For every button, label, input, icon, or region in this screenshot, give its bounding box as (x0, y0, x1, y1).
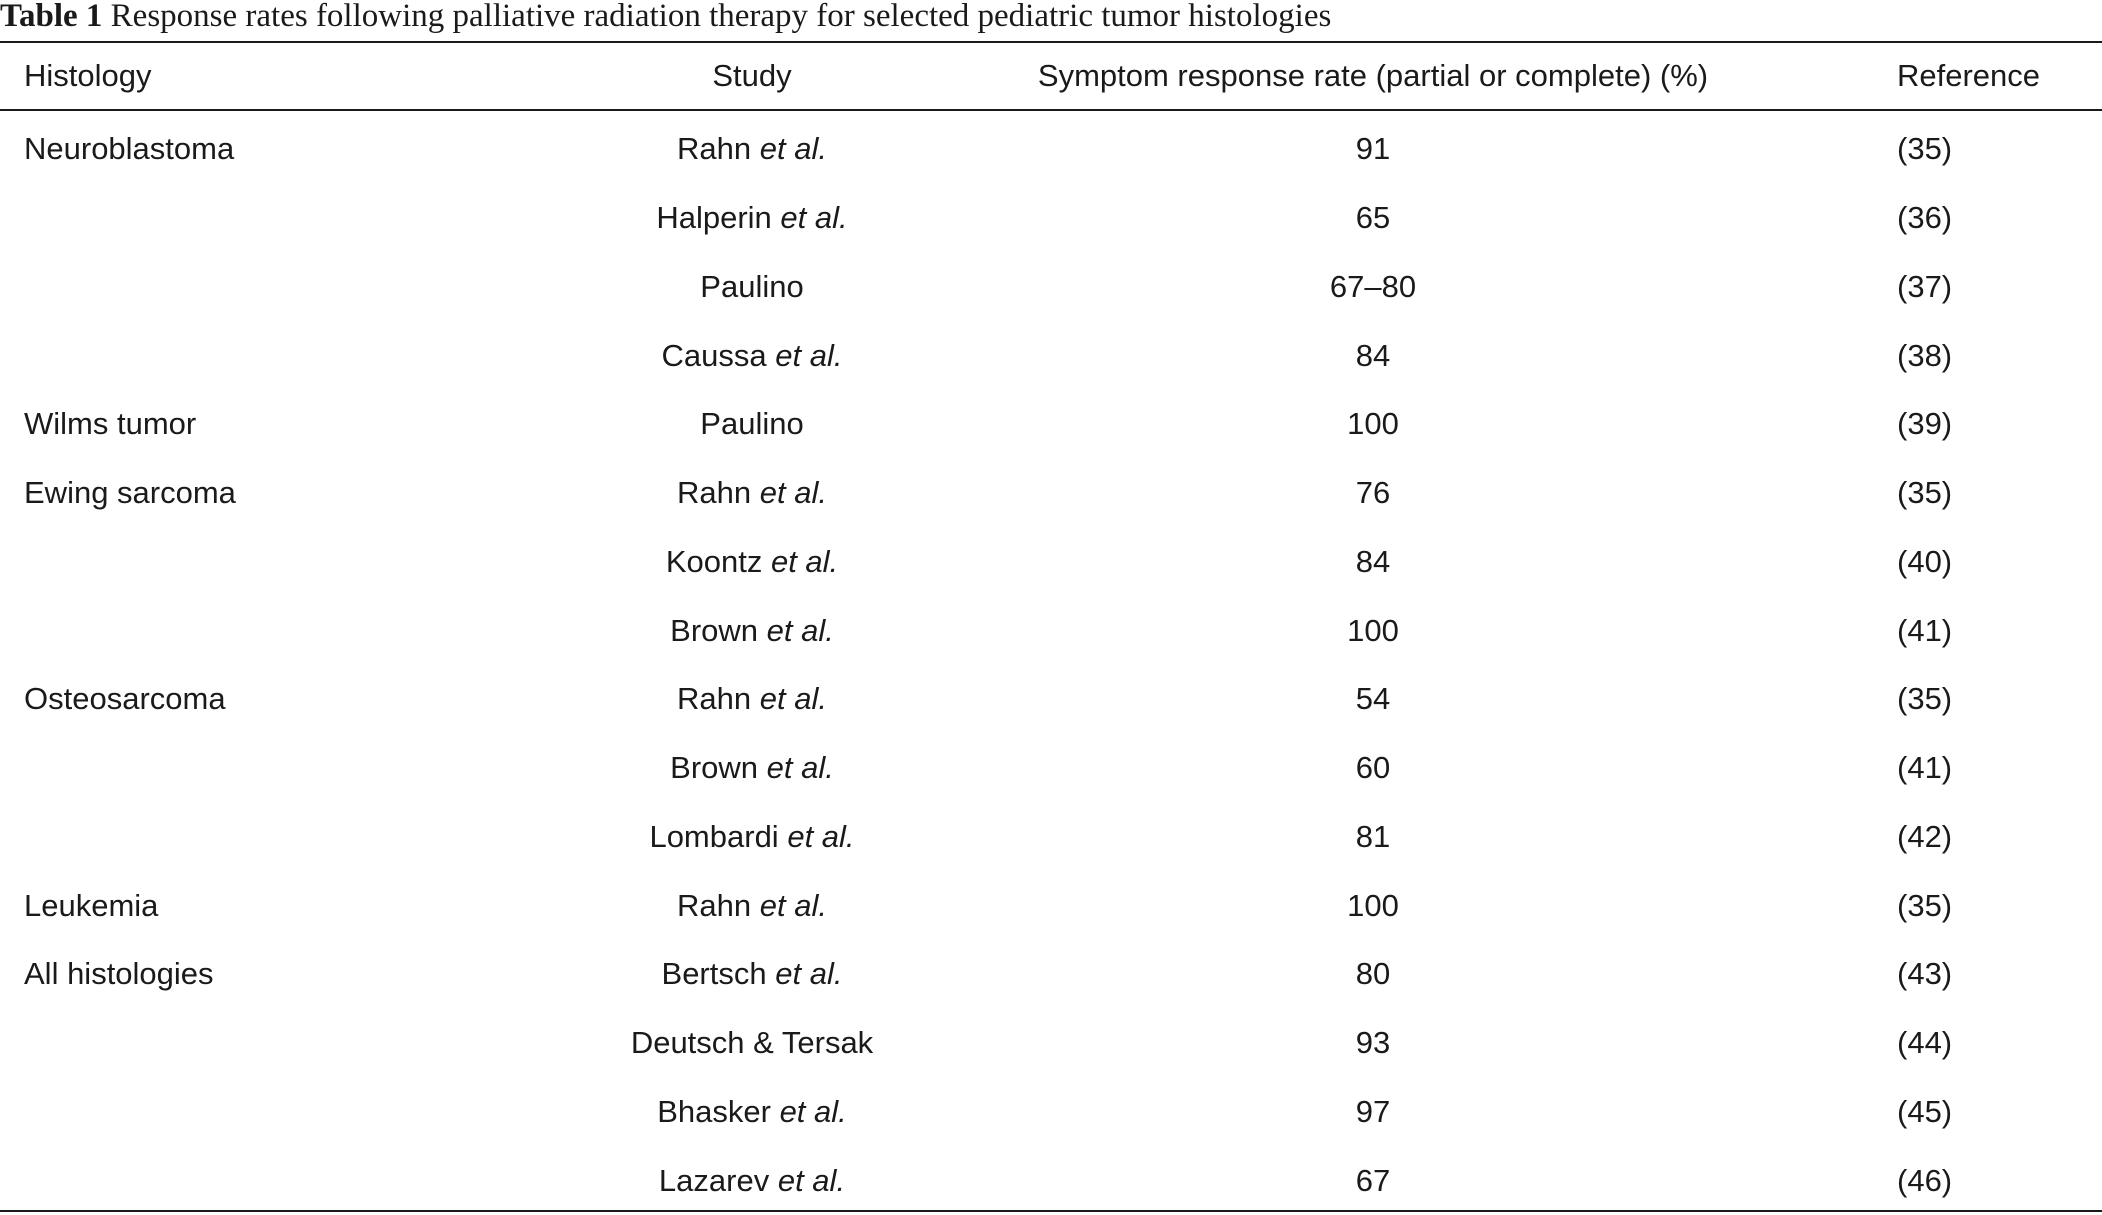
study-author: Rahn (677, 475, 752, 511)
cell-reference: (43) (1897, 956, 1953, 992)
study-et-al: et al. (787, 818, 855, 854)
cell-study (602, 528, 902, 597)
cell-histology (0, 253, 602, 322)
table-row (0, 1146, 2102, 1215)
study-et-al: et al. (766, 612, 834, 648)
cell-study (602, 596, 902, 665)
column-header-study: Study (712, 58, 792, 93)
table-row (0, 184, 2102, 253)
study-author: Caussa (661, 337, 767, 373)
study-author: Bhasker (657, 1093, 771, 1129)
cell-response-rate: 76 (1355, 475, 1391, 511)
cell-histology (0, 734, 602, 803)
cell-response-rate: 91 (1355, 131, 1391, 167)
cell-histology (0, 321, 602, 390)
table-body (0, 109, 2102, 1215)
table-row (0, 1078, 2102, 1147)
cell-response-rate: 100 (1347, 406, 1399, 442)
cell-histology (0, 1078, 602, 1147)
cell-study (602, 1078, 902, 1147)
table-row (0, 528, 2102, 597)
cell-histology (0, 528, 602, 597)
study-et-al: et al. (775, 956, 843, 992)
cell-histology (0, 803, 602, 872)
table-row (0, 665, 2102, 734)
cell-reference: (44) (1897, 1025, 1953, 1061)
table-row (0, 253, 2102, 322)
study-et-al: et al. (777, 1162, 846, 1198)
table-row (0, 940, 2102, 1009)
cell-reference: (37) (1897, 268, 1953, 304)
study-et-al: et al. (759, 131, 827, 167)
table-row (0, 321, 2102, 390)
cell-study (602, 940, 902, 1009)
cell-histology: Osteosarcoma (24, 681, 226, 717)
cell-response-rate: 84 (1355, 543, 1391, 579)
column-header-reference: Reference (1897, 58, 2041, 93)
study-author: Lombardi (649, 818, 779, 854)
cell-histology: Ewing sarcoma (24, 475, 236, 511)
table-header-row (0, 43, 2102, 109)
cell-reference: (35) (1897, 681, 1953, 717)
cell-study (602, 734, 902, 803)
cell-study (602, 459, 902, 528)
study-et-al: et al. (759, 887, 827, 923)
cell-response-rate: 54 (1355, 681, 1391, 717)
cell-reference: (38) (1897, 337, 1953, 373)
cell-study (602, 1146, 902, 1215)
table-caption (0, 0, 1331, 38)
cell-response-rate: 67 (1355, 1162, 1391, 1198)
cell-reference: (41) (1897, 612, 1953, 648)
study-author: Paulino (700, 406, 804, 442)
study-author: Rahn (677, 887, 752, 923)
study-author: Brown (670, 750, 759, 786)
table-row (0, 459, 2102, 528)
cell-response-rate: 84 (1355, 337, 1391, 373)
study-author: Rahn (677, 681, 752, 717)
cell-reference: (35) (1897, 887, 1953, 923)
cell-reference: (40) (1897, 543, 1953, 579)
cell-histology (0, 1009, 602, 1078)
cell-response-rate: 97 (1355, 1093, 1391, 1129)
cell-study (602, 253, 902, 322)
cell-response-rate: 100 (1347, 612, 1399, 648)
study-author: Halperin (656, 200, 772, 236)
table-row (0, 871, 2102, 940)
cell-histology (0, 596, 602, 665)
table-caption-text: Response rates following palliative radiation therapy for selected pediatric tumor histologies (110, 0, 1332, 34)
cell-histology: Wilms tumor (24, 406, 197, 442)
table-row (0, 1009, 2102, 1078)
table-row (0, 734, 2102, 803)
study-author: Lazarev (658, 1162, 770, 1198)
study-author: Bertsch (661, 956, 767, 992)
study-et-al: et al. (770, 543, 839, 579)
cell-histology (0, 184, 602, 253)
cell-study (602, 321, 902, 390)
response-rates-table (0, 43, 2102, 1215)
cell-reference: (35) (1897, 475, 1953, 511)
study-author: Brown (670, 612, 759, 648)
table-row (0, 109, 2102, 184)
table-caption-label: Table 1 (0, 0, 103, 34)
cell-study (602, 803, 902, 872)
cell-reference: (35) (1897, 131, 1953, 167)
table-row (0, 390, 2102, 459)
study-author: Rahn (677, 131, 752, 167)
cell-study (602, 184, 902, 253)
study-et-al: et al. (779, 1093, 847, 1129)
cell-histology: Leukemia (24, 887, 159, 923)
cell-response-rate: 67–80 (1329, 268, 1417, 304)
study-author: Deutsch & Tersak (630, 1025, 874, 1061)
cell-response-rate: 93 (1355, 1025, 1391, 1061)
study-et-al: et al. (759, 475, 827, 511)
study-et-al: et al. (775, 337, 843, 373)
study-author: Paulino (700, 268, 804, 304)
cell-reference: (39) (1897, 406, 1953, 442)
table-row (0, 803, 2102, 872)
cell-response-rate: 60 (1355, 750, 1391, 786)
cell-reference: (41) (1897, 750, 1953, 786)
cell-reference: (36) (1897, 200, 1953, 236)
column-header-response-rate: Symptom response rate (partial or complete) (%) (1037, 58, 1709, 93)
cell-study (602, 109, 902, 184)
cell-reference: (42) (1897, 818, 1953, 854)
study-et-al: et al. (766, 750, 834, 786)
cell-histology: All histologies (24, 956, 214, 992)
cell-histology (0, 1146, 602, 1215)
cell-response-rate: 81 (1355, 818, 1391, 854)
cell-study (602, 1009, 902, 1078)
cell-histology: Neuroblastoma (24, 131, 235, 167)
table-row (0, 596, 2102, 665)
cell-study (602, 665, 902, 734)
cell-response-rate: 100 (1347, 887, 1399, 923)
cell-reference: (45) (1897, 1093, 1953, 1129)
cell-reference: (46) (1897, 1162, 1953, 1198)
column-header-histology: Histology (24, 58, 152, 93)
cell-study (602, 390, 902, 459)
study-et-al: et al. (759, 681, 827, 717)
cell-response-rate: 80 (1355, 956, 1391, 992)
study-author: Koontz (665, 543, 763, 579)
cell-response-rate: 65 (1355, 200, 1391, 236)
cell-study (602, 871, 902, 940)
study-et-al: et al. (780, 200, 848, 236)
